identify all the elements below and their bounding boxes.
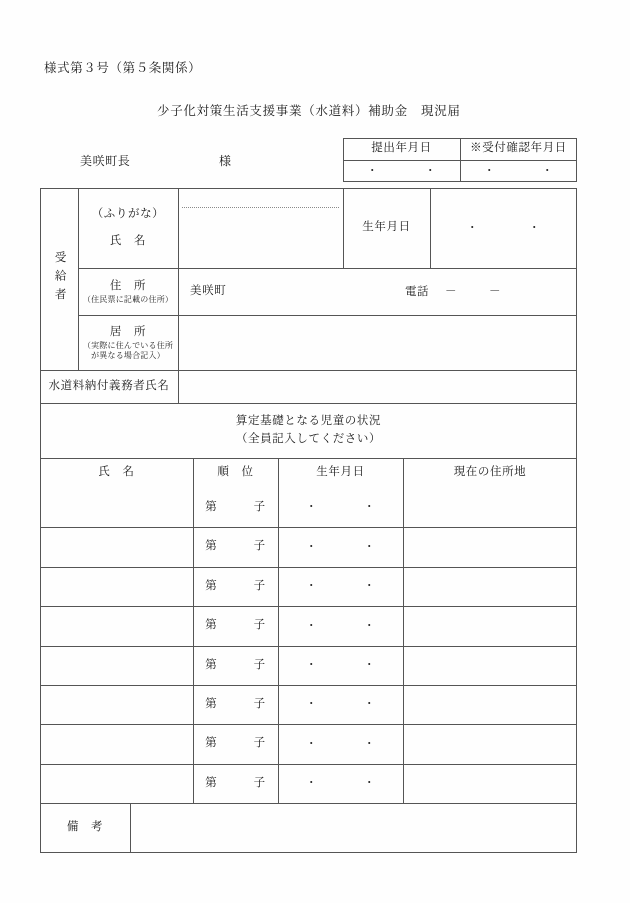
child-birthdate-dot-1: ・ — [305, 777, 318, 790]
recipient-birthdate-label: 生年月日 — [362, 221, 411, 234]
recipient-birthdate-dot-1: ・ — [466, 221, 479, 234]
child-birthdate-dot-2: ・ — [363, 619, 376, 632]
child-birthdate-cell[interactable] — [278, 724, 403, 763]
child-birthdate-dot-2: ・ — [363, 501, 376, 514]
child-birthdate-cell[interactable] — [278, 567, 403, 606]
child-name-cell[interactable] — [40, 646, 193, 685]
child-birthdate-dot-1: ・ — [305, 580, 318, 593]
recipient-birthdate-dot-2: ・ — [528, 221, 541, 234]
name-label: 氏 名 — [109, 235, 147, 247]
child-birthdate-cell[interactable] — [278, 646, 403, 685]
child-address-cell[interactable] — [403, 764, 577, 803]
child-birthdate-cell[interactable] — [278, 764, 403, 803]
child-address-cell[interactable] — [403, 606, 577, 645]
child-address-cell[interactable] — [403, 488, 577, 527]
address-input-field[interactable]: 美咲町 — [190, 284, 227, 297]
furigana-dotted-line — [182, 207, 339, 208]
receipt-confirm-date-field[interactable] — [460, 160, 577, 182]
child-birthdate-dot-2: ・ — [363, 659, 376, 672]
telephone-dash-2: － — [489, 286, 501, 298]
child-rank-cell[interactable]: 第 子 — [205, 540, 266, 553]
remarks-label: 備 考 — [66, 821, 104, 834]
address-label-cell — [78, 268, 178, 315]
residence-label-cell — [78, 315, 178, 370]
water-fee-payer-label: 水道料納付義務者氏名 — [48, 379, 170, 392]
furigana-label: （ふりがな） — [91, 207, 165, 220]
child-birthdate-dot-2: ・ — [363, 540, 376, 553]
submission-date-label: 提出年月日 — [371, 142, 432, 155]
address-sub-label: （住民票に記載の住所） — [82, 295, 174, 305]
address-label: 住 所 — [109, 279, 147, 292]
child-name-cell[interactable] — [40, 724, 193, 763]
child-birthdate-dot-1: ・ — [305, 619, 318, 632]
child-birthdate-dot-1: ・ — [305, 737, 318, 750]
receipt-date-dot-2: ・ — [541, 164, 554, 177]
child-birthdate-dot-1: ・ — [305, 698, 318, 711]
residence-input-field[interactable] — [178, 315, 577, 370]
child-birthdate-dot-1: ・ — [305, 659, 318, 672]
addressee-suffix: 様 — [219, 154, 232, 168]
name-input-field[interactable] — [178, 188, 343, 268]
child-birthdate-dot-2: ・ — [363, 698, 376, 711]
residence-label: 居 所 — [109, 325, 147, 338]
child-rank-cell[interactable]: 第 子 — [205, 658, 266, 671]
child-rank-cell[interactable]: 第 子 — [205, 776, 266, 789]
children-col-header-birthdate: 生年月日 — [316, 466, 365, 479]
child-birthdate-dot-2: ・ — [363, 777, 376, 790]
child-address-cell[interactable] — [403, 527, 577, 566]
telephone-field[interactable] — [405, 283, 517, 299]
residence-sub-label-line1: （実際に住んでいる住所 — [82, 341, 174, 351]
residence-sub-label-line2: が異なる場合記入） — [91, 351, 165, 361]
recipient-vertical-label-cell — [40, 188, 78, 370]
child-address-cell[interactable] — [403, 567, 577, 606]
recipient-vertical-label: 受給者 — [53, 251, 66, 307]
remarks-field[interactable] — [130, 803, 577, 853]
child-name-cell[interactable] — [40, 764, 193, 803]
child-name-cell[interactable] — [40, 527, 193, 566]
child-birthdate-dot-1: ・ — [305, 540, 318, 553]
telephone-label: 電話 — [405, 286, 429, 298]
telephone-dash-1: － — [445, 286, 457, 298]
document-title: 少子化対策生活支援事業（水道料）補助金 現況届 — [157, 104, 461, 118]
child-name-cell[interactable] — [40, 685, 193, 724]
child-rank-cell[interactable]: 第 子 — [205, 579, 266, 592]
child-rank-cell[interactable]: 第 子 — [205, 737, 266, 750]
children-heading-line1: 算定基礎となる児童の状況 — [235, 415, 382, 428]
water-fee-payer-field[interactable] — [178, 370, 577, 403]
children-col-header-rank: 順 位 — [217, 466, 254, 479]
child-birthdate-cell[interactable] — [278, 606, 403, 645]
child-birthdate-cell[interactable] — [278, 527, 403, 566]
child-address-cell[interactable] — [403, 685, 577, 724]
receipt-date-dot-1: ・ — [483, 164, 496, 177]
child-rank-cell[interactable]: 第 子 — [205, 698, 266, 711]
child-name-cell[interactable] — [40, 567, 193, 606]
child-rank-cell[interactable]: 第 子 — [205, 501, 266, 514]
submission-date-dot-1: ・ — [366, 164, 379, 177]
child-birthdate-dot-2: ・ — [363, 580, 376, 593]
child-rank-cell[interactable]: 第 子 — [205, 619, 266, 632]
child-address-cell[interactable] — [403, 646, 577, 685]
children-col-header-address: 現在の住所地 — [453, 466, 527, 479]
children-section-heading — [40, 403, 577, 458]
addressee-name: 美咲町長 — [80, 154, 131, 168]
children-col-header-name: 氏 名 — [98, 466, 135, 479]
child-birthdate-dot-1: ・ — [305, 501, 318, 514]
submission-date-dot-2: ・ — [424, 164, 437, 177]
child-birthdate-cell[interactable] — [278, 488, 403, 527]
child-birthdate-dot-2: ・ — [363, 737, 376, 750]
child-birthdate-cell[interactable] — [278, 685, 403, 724]
child-name-cell[interactable] — [40, 606, 193, 645]
children-heading-line2: （全員記入してください） — [235, 432, 382, 445]
submission-date-field[interactable] — [343, 160, 460, 182]
child-name-cell[interactable] — [40, 488, 193, 527]
form-number: 様式第３号（第５条関係） — [44, 61, 202, 75]
receipt-confirm-date-label: ※受付確認年月日 — [470, 142, 567, 155]
child-address-cell[interactable] — [403, 724, 577, 763]
name-label-cell — [78, 188, 178, 268]
recipient-birthdate-field[interactable] — [430, 188, 577, 268]
